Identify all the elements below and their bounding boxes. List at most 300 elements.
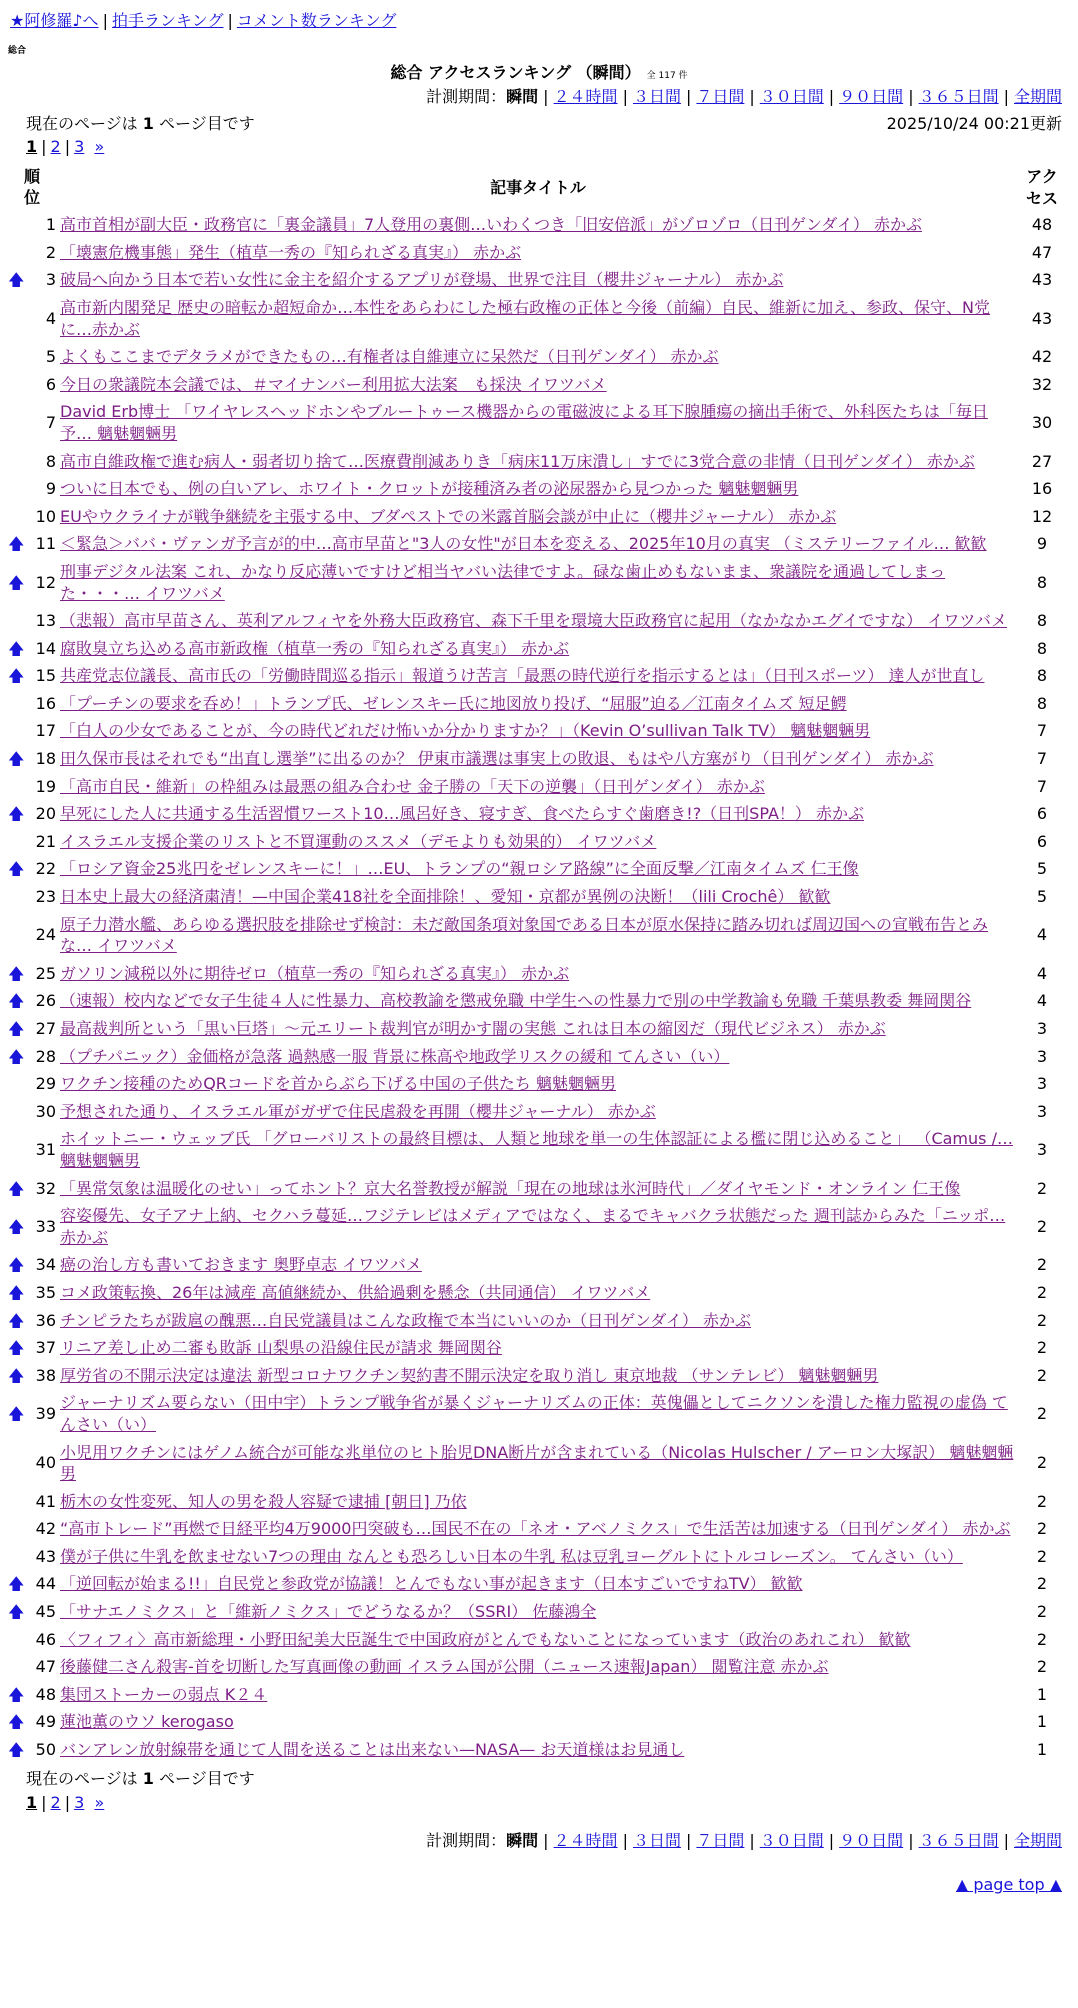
page-info-bottom: 現在のページは 1 ページ目です — [26, 1769, 255, 1788]
article-link[interactable]: 「サナエノミクス」と「維新ノミクス」でどうなるか？（SSRI） 佐藤鴻全 — [60, 1602, 597, 1622]
access-count: 9 — [1036, 534, 1048, 554]
title-cell — [58, 1653, 1018, 1681]
title-cell — [58, 1515, 1018, 1543]
table-row — [6, 503, 1066, 531]
no-change-cell — [6, 294, 24, 343]
rank-up-arrow-icon: 🡅 — [8, 1602, 25, 1622]
title-cell — [58, 1098, 1018, 1126]
article-link[interactable]: 集団ストーカーの弱点 K２４ — [60, 1684, 268, 1704]
access-count: 8 — [1036, 572, 1048, 592]
article-link[interactable]: 「プーチンの要求を呑め！」トランプ氏、ゼレンスキー氏に地図放り投げ、“屈服”迫る／江南タイムズ 短足鰐 — [60, 693, 847, 713]
rank-up-arrow-icon: 🡅 — [8, 859, 25, 879]
article-link[interactable]: 「壊憲危機事態」発生（植草一秀の『知られざる真実』） 赤かぶ — [60, 242, 522, 262]
article-link[interactable]: ジャーナリズム要らない（田中宇）トランプ戦争省が暴くジャーナリズムの正体：英傀儡としてニクソンを潰した権力監視の虚偽 てんさい（い） — [60, 1393, 1008, 1434]
access-count: 43 — [1031, 270, 1053, 290]
period-link-3[interactable]: ３０日間 — [759, 87, 824, 106]
access-count: 2 — [1036, 1216, 1048, 1236]
table-row — [6, 717, 1066, 745]
rank-number: 11 — [35, 534, 56, 554]
article-link[interactable]: 「逆回転が始まる!!」自民党と参政党が協議！とんでもない事が起きます（日本すごいですねTV） 歓歓 — [60, 1574, 803, 1594]
article-link[interactable]: ホイットニー・ウェッブ氏 「グローバリストの最終目標は、人類と地球を単一の生体認証による檻に閉じ込めること」 （Camus /… 魑魅魍魎男 — [60, 1129, 1013, 1170]
article-link[interactable]: 日本史上最大の経済粛清！—中国企業418社を全面排除！、愛知・京都が異例の決断！（lili Crochê） 歓歓 — [60, 887, 831, 907]
no-change-cell — [6, 503, 24, 531]
no-change-cell — [6, 239, 24, 267]
table-row — [6, 911, 1066, 960]
title-cell — [58, 1251, 1018, 1279]
period-link-3[interactable]: ３０日間 — [759, 1831, 824, 1850]
rank-number: 33 — [35, 1216, 56, 1236]
rank-number: 43 — [35, 1546, 56, 1566]
title-cell — [58, 1570, 1018, 1598]
table-row — [6, 1175, 1066, 1203]
article-link[interactable]: イスラエル支援企業のリストと不買運動のススメ（デモよりも効果的） イワツバメ — [60, 831, 657, 851]
pager-next[interactable]: » — [94, 1793, 105, 1812]
table-row — [6, 1043, 1066, 1071]
title-cell — [58, 1389, 1018, 1438]
table-row — [6, 1736, 1066, 1764]
table-row — [6, 1362, 1066, 1390]
access-count: 3 — [1036, 1101, 1048, 1121]
no-change-cell — [6, 1653, 24, 1681]
table-row — [6, 448, 1066, 476]
rank-up-arrow-icon: 🡅 — [8, 1216, 25, 1236]
period-label: 計測期間： — [426, 1831, 507, 1850]
article-link[interactable]: 腐敗臭立ち込める高市新政権（植草一秀の『知られざる真実』） 赤かぶ — [60, 638, 570, 658]
home-link[interactable]: ★阿修羅♪へ — [10, 11, 99, 30]
rank-up-arrow-icon: 🡅 — [8, 1046, 25, 1066]
period-link-0[interactable]: ２４時間 — [553, 1831, 618, 1850]
article-link[interactable]: 蓮池薫のウソ kerogaso — [60, 1712, 234, 1732]
rank-number: 8 — [45, 451, 56, 471]
period-link-6[interactable]: 全期間 — [1013, 1831, 1062, 1850]
period-link-4[interactable]: ９０日間 — [839, 1831, 904, 1850]
period-selector-bottom: 計測期間：瞬間 | ２４時間 | ３日間 | ７日間 | ３０日間 | ９０日間 | ３６５日間 | 全期間 — [426, 1831, 1062, 1850]
period-current: 瞬間 — [506, 87, 539, 106]
rank-up-arrow-icon: 🡅 — [8, 1684, 25, 1704]
access-count: 2 — [1036, 1629, 1048, 1649]
access-count: 3 — [1036, 1046, 1048, 1066]
access-count: 2 — [1036, 1602, 1048, 1622]
article-link[interactable]: （悲報）高市早苗さん、英利アルフィヤを外務大臣政務官、森下千里を環境大臣政務官に起用（なかなかエグイですな） イワツバメ — [60, 611, 1008, 631]
title-cell — [58, 1736, 1018, 1764]
no-change-cell — [6, 211, 24, 239]
rank-number: 47 — [35, 1657, 56, 1677]
article-link[interactable]: David Erb博士 「ワイヤレスヘッドホンやブルートゥース機器からの電磁波による耳下腺腫瘍の摘出手術で、外科医たちは「毎日予… 魑魅魍魎男 — [60, 402, 988, 443]
period-current: 瞬間 — [506, 1831, 539, 1850]
access-count: 2 — [1036, 1657, 1048, 1677]
title-cell — [58, 1488, 1018, 1516]
title-cell — [58, 448, 1018, 476]
article-link[interactable]: 厚労省の不開示決定は違法 新型コロナワクチン契約書不開示決定を取り消し 東京地裁 （サンテレビ） 魑魅魍魎男 — [60, 1365, 879, 1385]
article-link[interactable]: （プチパニック）金価格が急落 過熱感一服 背景に株高や地政学リスクの緩和 てんさい（い） — [60, 1046, 730, 1066]
rank-up-arrow-icon: 🡅 — [8, 1255, 25, 1275]
pager-next[interactable]: » — [94, 137, 105, 156]
rank-number: 24 — [35, 925, 56, 945]
no-change-cell — [6, 717, 24, 745]
title-cell — [58, 745, 1018, 773]
rank-number: 7 — [45, 413, 56, 433]
access-count: 48 — [1031, 215, 1053, 235]
no-change-cell — [6, 1070, 24, 1098]
title-cell — [58, 1202, 1018, 1251]
rank-number: 12 — [35, 572, 56, 592]
period-label: 計測期間： — [426, 87, 507, 106]
rank-number: 28 — [35, 1046, 56, 1066]
ranking-title: 総合 アクセスランキング （瞬間） — [390, 63, 641, 82]
title-cell — [58, 1015, 1018, 1043]
title-cell — [58, 1681, 1018, 1709]
table-row — [6, 1389, 1066, 1438]
table-row — [6, 1334, 1066, 1362]
article-link[interactable]: よくもここまでデタラメができたもの…有権者は自維連立に呆然だ（日刊ゲンダイ） 赤かぶ — [60, 347, 719, 367]
access-count: 3 — [1036, 1019, 1048, 1038]
article-link[interactable]: 原子力潜水艦、あらゆる選択肢を排除せず検討：未だ敵国条項対象国である日本が原水保持に踏み切れば周辺国への宣戦布告とみな… イワツバメ — [60, 914, 989, 956]
article-link[interactable]: リニア差し止め二審も敗訴 山梨県の沿線住民が請求 舞岡関谷 — [60, 1338, 502, 1358]
period-link-6[interactable]: 全期間 — [1013, 87, 1062, 106]
table-row — [6, 800, 1066, 828]
title-cell — [58, 239, 1018, 267]
access-count: 2 — [1036, 1574, 1048, 1594]
rank-number: 40 — [35, 1453, 56, 1473]
title-cell — [58, 690, 1018, 718]
article-link[interactable]: 容姿優先、女子アナ上納、セクハラ蔓延…フジテレビはメディアではなく、まるでキャバクラ状態だった 週刊誌からみた「ニッポ… 赤かぶ — [60, 1206, 1006, 1247]
comment-ranking-link[interactable]: コメント数ランキング — [236, 11, 397, 30]
title-cell — [58, 635, 1018, 663]
article-link[interactable]: ついに日本でも、例の白いアレ、ホワイト・クロットが接種済み者の泌尿器から見つかった 魑魅魍魎男 — [60, 479, 799, 499]
article-link[interactable]: 高市首相が副大臣・政務官に「裏金議員」7人登用の裏側…いわくつき「旧安倍派」がゾロゾロ（日刊ゲンダイ） 赤かぶ — [60, 215, 922, 235]
table-row — [6, 1570, 1066, 1598]
rank-up-arrow-icon: 🡅 — [8, 804, 25, 824]
article-link[interactable]: 予想された通り、イスラエル軍がガザで住民虐殺を再開（櫻井ジャーナル） 赤かぶ — [60, 1101, 656, 1121]
article-link[interactable]: 早死にした人に共通する生活習慣ワースト10…風呂好き、寝すぎ、食べたらすぐ歯磨き!?（日刊SPA！） 赤かぶ — [60, 804, 864, 824]
title-cell — [58, 773, 1018, 801]
article-link[interactable]: 〈フィフィ〉高市新総理・小野田紀美大臣誕生で中国政府がとんでもないことになっています（政治のあれこれ） 歓歓 — [60, 1629, 911, 1649]
rank-number: 22 — [35, 859, 56, 879]
access-count: 2 — [1036, 1255, 1048, 1275]
access-count: 2 — [1036, 1178, 1048, 1198]
rank-up-arrow-icon: 🡅 — [8, 991, 25, 1011]
period-link-5[interactable]: ３６５日間 — [918, 87, 999, 106]
table-row — [6, 855, 1066, 883]
access-count: 2 — [1036, 1519, 1048, 1539]
pager-link-3[interactable]: 3 — [74, 137, 85, 156]
title-cell — [58, 883, 1018, 911]
table-row — [6, 1653, 1066, 1681]
access-count: 7 — [1036, 721, 1048, 741]
no-change-cell — [6, 1626, 24, 1654]
rank-number: 23 — [35, 887, 56, 907]
access-count: 3 — [1036, 1074, 1048, 1094]
table-row — [6, 1515, 1066, 1543]
access-count: 27 — [1031, 451, 1053, 471]
period-link-4[interactable]: ９０日間 — [839, 87, 904, 106]
title-cell — [58, 1362, 1018, 1390]
article-link[interactable]: 「ロシア資金25兆円をゼレンスキーに！」…EU、トランプの“親ロシア路線”に全面反撃／江南タイムズ 仁王像 — [60, 859, 859, 879]
table-row — [6, 239, 1066, 267]
rank-number: 18 — [35, 749, 56, 769]
article-link[interactable]: バンアレン放射線帯を通じて人間を送ることは出来ない—NASA— お天道様はお見通し — [60, 1740, 685, 1760]
table-row — [6, 558, 1066, 607]
title-cell — [58, 1708, 1018, 1736]
rank-number: 45 — [35, 1602, 56, 1622]
top-navigation: ★阿修羅♪へ | 拍手ランキング | コメント数ランキング — [10, 11, 397, 30]
period-link-5[interactable]: ３６５日間 — [918, 1831, 999, 1850]
pager-link-2[interactable]: 2 — [50, 137, 61, 156]
table-row — [6, 1543, 1066, 1571]
table-row — [6, 343, 1066, 371]
rank-up-arrow-icon: 🡅 — [8, 1019, 25, 1038]
table-row — [6, 773, 1066, 801]
title-cell — [58, 1125, 1018, 1174]
rank-number: 20 — [35, 804, 56, 824]
access-count: 2 — [1036, 1310, 1048, 1330]
rank-up-arrow-icon: 🡅 — [8, 1310, 25, 1330]
rank-number: 48 — [35, 1684, 56, 1704]
title-cell — [58, 1043, 1018, 1071]
table-row — [6, 1439, 1066, 1488]
no-change-cell — [6, 828, 24, 856]
no-change-cell — [6, 343, 24, 371]
rank-number: 32 — [35, 1178, 56, 1198]
rank-up-arrow-icon: 🡅 — [8, 1574, 25, 1594]
pager-current: 1 — [26, 1793, 38, 1812]
article-link[interactable]: 高市自維政権で進む病人・弱者切り捨て…医療費削減ありき「病床11万床潰し」すでに3党合意の非情（日刊ゲンダイ） 赤かぶ — [60, 451, 975, 471]
access-column-header: アクセス — [1025, 167, 1058, 208]
pager-top: 1 | 2 | 3 » — [26, 137, 105, 156]
access-count: 4 — [1036, 991, 1048, 1011]
access-count: 5 — [1036, 887, 1048, 907]
period-link-2[interactable]: ７日間 — [696, 1831, 745, 1850]
title-cell — [58, 343, 1018, 371]
period-link-2[interactable]: ７日間 — [696, 87, 745, 106]
article-link[interactable]: 僕が子供に牛乳を飲ませない7つの理由 なんとも恐ろしい日本の牛乳 私は豆乳ヨーグルトにトルコレーズン。 てんさい（い） — [60, 1546, 963, 1566]
article-link[interactable]: 「異常気象は温暖化のせい」ってホント？京大名誉教授が解説「現在の地球は氷河時代」／ダイヤモンド・オンライン 仁王像 — [60, 1178, 961, 1198]
table-row — [6, 211, 1066, 239]
title-cell — [58, 800, 1018, 828]
rank-up-arrow-icon: 🡅 — [8, 572, 25, 592]
article-link[interactable]: 今日の衆議院本会議では、＃マイナンバー利用拡大法案 も採決 イワツバメ — [60, 374, 607, 394]
table-row — [6, 475, 1066, 503]
access-count: 43 — [1031, 308, 1053, 328]
access-count: 2 — [1036, 1338, 1048, 1358]
article-link[interactable]: ガソリン減税以外に期待ゼロ（植草一秀の『知られざる真実』） 赤かぶ — [60, 963, 570, 983]
table-row — [6, 398, 1066, 447]
page-info-top: 現在のページは 1 ページ目です — [26, 114, 255, 133]
title-cell — [58, 1598, 1018, 1626]
access-count: 2 — [1036, 1365, 1048, 1385]
article-link[interactable]: （速報）校内などで女子生徒４人に性暴力、高校教諭を懲戒免職 中学生への性暴力で別の中学教諭も免職 千葉県教委 舞岡関谷 — [60, 991, 972, 1011]
rank-number: 25 — [35, 963, 56, 983]
period-link-0[interactable]: ２４時間 — [553, 87, 618, 106]
article-link[interactable]: 小児用ワクチンにはゲノム統合が可能な兆単位のヒト胎児DNA断片が含まれている（Nicolas Hulscher / アーロン大塚訳） 魑魅魍魎男 — [60, 1442, 1014, 1484]
access-count: 2 — [1036, 1491, 1048, 1511]
article-link[interactable]: チンピラたちが跋扈の醜悪…自民党議員はこんな政権で本当にいいのか（日刊ゲンダイ） 赤かぶ — [60, 1310, 752, 1330]
no-change-cell — [6, 607, 24, 635]
title-cell — [58, 503, 1018, 531]
article-link[interactable]: “高市トレード”再燃で日経平均4万9000円突破も…国民不在の「ネオ・アベノミクス」で生活苦は加速する（日刊ゲンダイ） 赤かぶ — [60, 1519, 1011, 1539]
title-cell — [58, 1334, 1018, 1362]
table-row — [6, 828, 1066, 856]
update-timestamp: 2025/10/24 00:21更新 — [886, 114, 1062, 133]
rank-number: 34 — [35, 1255, 56, 1275]
table-row — [6, 1279, 1066, 1307]
title-cell — [58, 607, 1018, 635]
article-link[interactable]: EUやウクライナが戦争継続を主張する中、ブダペストでの米露首脳会談が中止に（櫻井ジャーナル） 赤かぶ — [60, 506, 837, 526]
rank-number: 35 — [35, 1282, 56, 1302]
rank-number: 19 — [35, 776, 56, 796]
table-row — [6, 371, 1066, 399]
title-cell — [58, 987, 1018, 1015]
article-link[interactable]: 後藤健二さん殺害-首を切断した写真画像の動画 イスラム国が公開（ニュース速報Japan） 閲覧注意 赤かぶ — [60, 1657, 829, 1677]
rank-number: 5 — [45, 347, 56, 367]
rank-column-header: 順位 — [23, 166, 40, 207]
access-count: 1 — [1036, 1684, 1048, 1704]
no-change-cell — [6, 911, 24, 960]
article-link[interactable]: 栃木の女性変死、知人の男を殺人容疑で逮捕 [朝日] 乃依 — [60, 1491, 467, 1511]
rank-number: 2 — [45, 242, 56, 262]
rank-number: 36 — [35, 1310, 56, 1330]
title-cell — [58, 1279, 1018, 1307]
rank-number: 1 — [45, 215, 56, 235]
access-count: 47 — [1031, 242, 1053, 262]
rank-up-arrow-icon: 🡅 — [8, 1338, 25, 1358]
article-link[interactable]: 破局へ向かう日本で若い女性に金主を紹介するアプリが登場、世界で注目（櫻井ジャーナル） 赤かぶ — [60, 270, 784, 290]
article-link[interactable]: ワクチン接種のためQRコードを首からぶら下げる中国の子供たち 魑魅魍魎男 — [60, 1074, 616, 1094]
access-count: 1 — [1036, 1712, 1048, 1732]
access-count: 3 — [1036, 1140, 1048, 1160]
rank-number: 27 — [35, 1019, 56, 1038]
period-selector-top: 計測期間：瞬間 | ２４時間 | ３日間 | ７日間 | ３０日間 | ９０日間 | ３６５日間 | 全期間 — [426, 87, 1062, 106]
rank-number: 42 — [35, 1519, 56, 1539]
table-header — [6, 164, 1066, 211]
title-cell — [58, 1626, 1018, 1654]
table-row — [6, 1125, 1066, 1174]
title-cell — [58, 398, 1018, 447]
access-count: 4 — [1036, 963, 1048, 983]
title-cell — [58, 1070, 1018, 1098]
rank-number: 3 — [45, 270, 56, 290]
rank-number: 50 — [35, 1740, 56, 1760]
title-cell — [58, 294, 1018, 343]
title-cell — [58, 717, 1018, 745]
access-count: 6 — [1036, 831, 1048, 851]
table-row — [6, 1307, 1066, 1335]
title-column-header: 記事タイトル — [490, 177, 586, 197]
rank-number: 29 — [35, 1074, 56, 1094]
no-change-cell — [6, 1439, 24, 1488]
article-link[interactable]: 「高市自民・維新」の枠組みは最悪の組み合わせ 金子勝の「天下の逆襲」（日刊ゲンダイ） 赤かぶ — [60, 776, 765, 796]
rank-number: 21 — [35, 831, 56, 851]
table-row — [6, 1708, 1066, 1736]
rank-number: 17 — [35, 721, 56, 741]
rank-up-arrow-icon: 🡅 — [8, 963, 25, 983]
title-cell — [58, 662, 1018, 690]
table-row — [6, 1488, 1066, 1516]
title-cell — [58, 1543, 1018, 1571]
period-link-1[interactable]: ３日間 — [632, 1831, 681, 1850]
rank-number: 13 — [35, 611, 56, 631]
article-link[interactable]: 癌の治し方も書いておきます 奥野卓志 イワツバメ — [60, 1255, 422, 1275]
table-row — [6, 1015, 1066, 1043]
title-cell — [58, 530, 1018, 558]
article-link[interactable]: 「白人の少女であることが、今の時代どれだけ怖いか分かりますか？」（Kevin O’sullivan Talk TV） 魑魅魍魎男 — [60, 721, 871, 741]
no-change-cell — [6, 371, 24, 399]
article-link[interactable]: 刑事デジタル法案 これ、かなり反応薄いですけど相当ヤバい法律ですよ。碌な歯止めもないまま、衆議院を通過してしまった・・・… イワツバメ — [60, 561, 946, 603]
access-count: 2 — [1036, 1453, 1048, 1473]
table-row — [6, 530, 1066, 558]
rank-number: 14 — [35, 638, 56, 658]
rank-number: 16 — [35, 693, 56, 713]
page-title — [0, 62, 1078, 84]
title-cell — [58, 371, 1018, 399]
access-count: 2 — [1036, 1546, 1048, 1566]
pager-link-2[interactable]: 2 — [50, 1793, 61, 1812]
no-change-cell — [6, 448, 24, 476]
rank-up-arrow-icon: 🡅 — [8, 666, 25, 686]
article-link[interactable]: 最高裁判所という「黒い巨塔」～元エリート裁判官が明かす闇の実態 これは日本の縮図だ（現代ビジネス） 赤かぶ — [60, 1019, 886, 1038]
table-row — [6, 745, 1066, 773]
access-count: 2 — [1036, 1404, 1048, 1424]
rank-number: 6 — [45, 374, 56, 394]
article-link[interactable]: ＜緊急＞ババ・ヴァンガ予言が的中…高市早苗と"3人の女性"が日本を変える、2025年10月の真実 （ミステリーファイル… 歓歓 — [60, 534, 987, 554]
section-label: 総合 — [8, 46, 27, 56]
title-cell — [58, 558, 1018, 607]
title-cell — [58, 1307, 1018, 1335]
table-row — [6, 960, 1066, 988]
table-row — [6, 635, 1066, 663]
access-count: 7 — [1036, 776, 1048, 796]
rank-number: 4 — [45, 308, 56, 328]
title-cell — [58, 266, 1018, 294]
access-count: 8 — [1036, 693, 1048, 713]
rank-number: 10 — [35, 506, 56, 526]
page-top-link[interactable]: ▲ page top ▲ — [955, 1875, 1062, 1894]
period-link-1[interactable]: ３日間 — [632, 87, 681, 106]
rank-up-arrow-icon: 🡅 — [8, 1712, 25, 1732]
rank-number: 44 — [35, 1574, 56, 1594]
rank-up-arrow-icon: 🡅 — [8, 1404, 25, 1424]
article-link[interactable]: 高市新内閣発足 歴史の暗転か超短命か…本性をあらわにした極右政権の正体と今後（前編）自民、維新に加え、参政、保守、N党に…赤かぶ — [60, 297, 991, 339]
access-count: 30 — [1031, 413, 1053, 433]
table-row — [6, 1681, 1066, 1709]
article-link[interactable]: 共産党志位議長、高市氏の「労働時間巡る指示」報道うけ苦言「最悪の時代逆行を指示するとは」（日刊スポーツ） 達人が世直し — [60, 666, 985, 686]
access-count: 8 — [1036, 666, 1048, 686]
no-change-cell — [6, 1515, 24, 1543]
access-count: 1 — [1036, 1740, 1048, 1760]
pager-current: 1 — [26, 137, 38, 156]
no-change-cell — [6, 475, 24, 503]
article-link[interactable]: コメ政策転換、26年は減産 高値継続か、供給過剰を懸念（共同通信） イワツバメ — [60, 1282, 651, 1302]
pager-bottom: 1 | 2 | 3 » — [26, 1793, 105, 1812]
article-link[interactable]: 田久保市長はそれでも“出直し選挙”に出るのか？ 伊東市議選は事実上の敗退、もはや八方塞がり（日刊ゲンダイ） 赤かぶ — [60, 749, 934, 769]
access-count: 6 — [1036, 804, 1048, 824]
access-count: 32 — [1031, 374, 1053, 394]
table-row — [6, 1070, 1066, 1098]
rank-number: 26 — [35, 991, 56, 1011]
rank-up-arrow-icon: 🡅 — [8, 1178, 25, 1198]
rank-number: 37 — [35, 1338, 56, 1358]
access-count: 7 — [1036, 749, 1048, 769]
title-cell — [58, 1175, 1018, 1203]
title-cell — [58, 1439, 1018, 1488]
applause-ranking-link[interactable]: 拍手ランキング — [111, 11, 224, 30]
pager-link-3[interactable]: 3 — [74, 1793, 85, 1812]
title-cell — [58, 911, 1018, 960]
title-cell — [58, 855, 1018, 883]
table-row — [6, 1202, 1066, 1251]
title-cell — [58, 211, 1018, 239]
title-cell — [58, 828, 1018, 856]
